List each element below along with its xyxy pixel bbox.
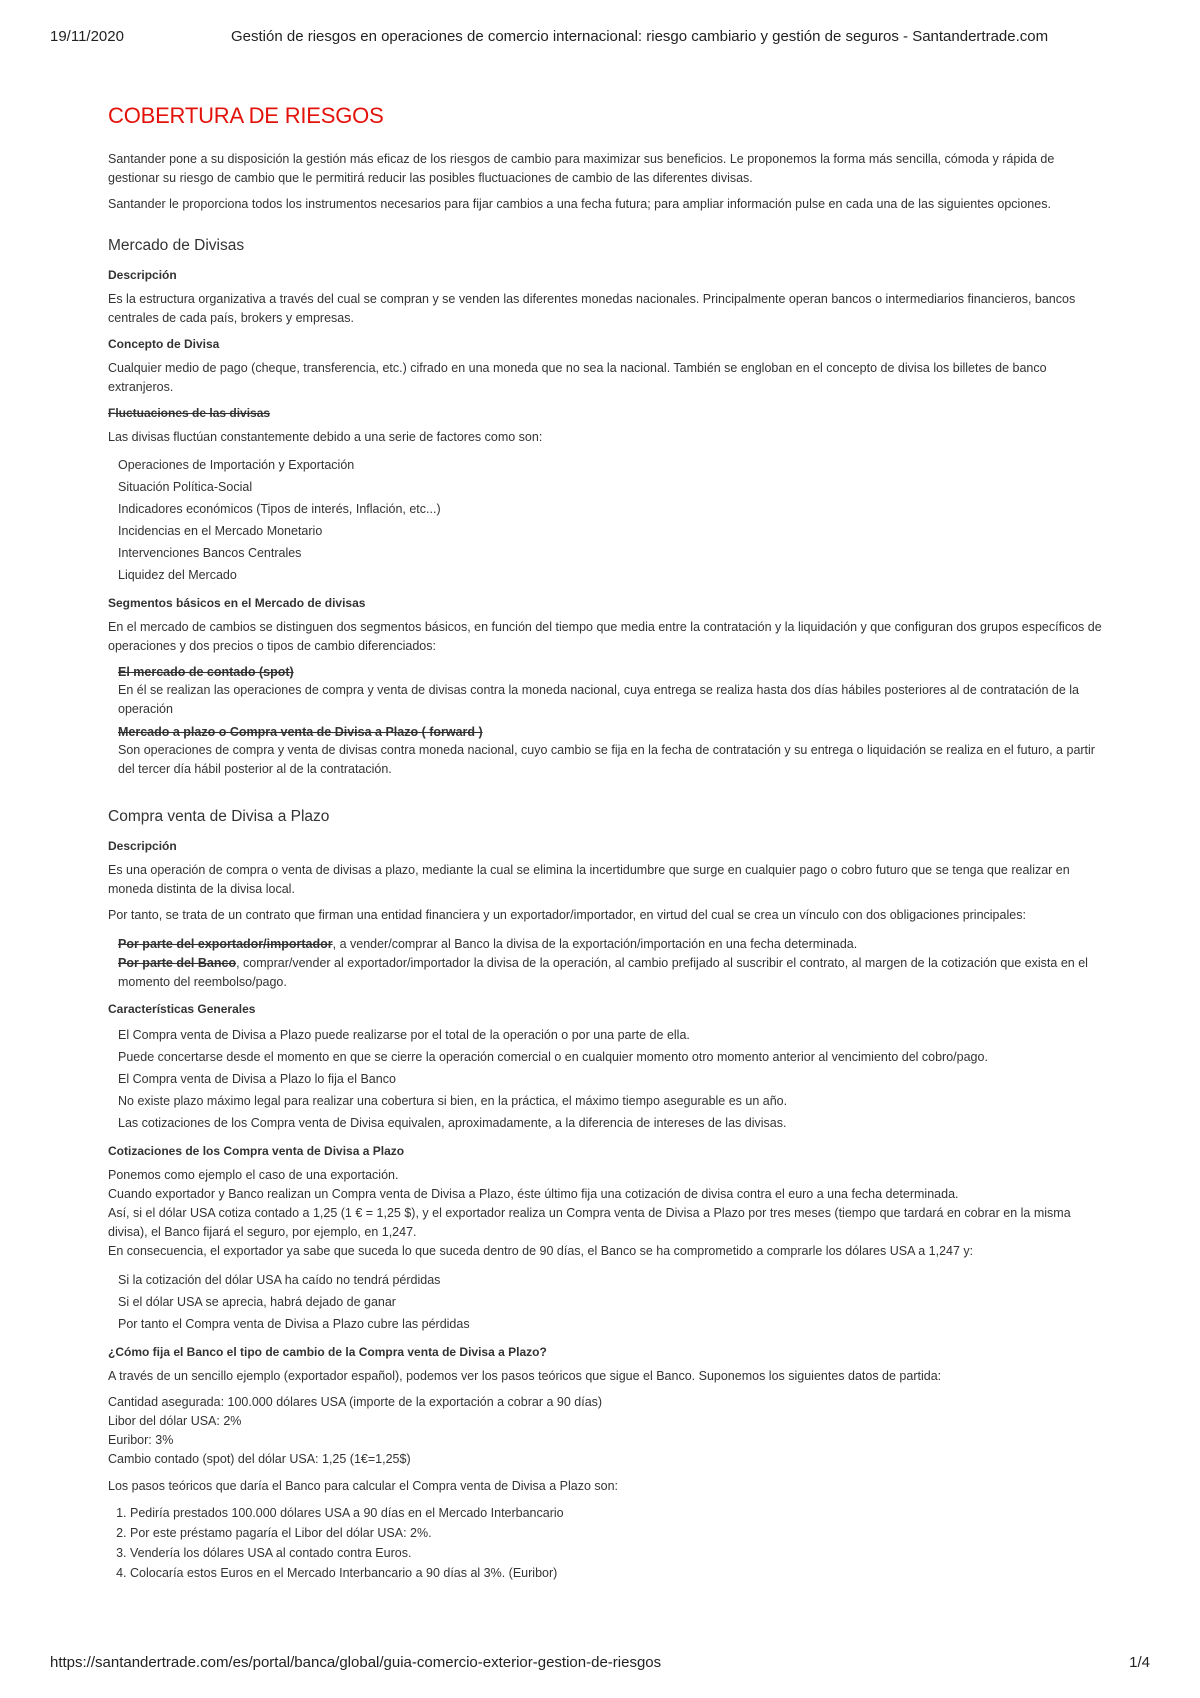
paragraph: En el mercado de cambios se distinguen dos segmentos básicos, en función del tiempo que media entre la contratación y la liquidación y que configuran dos grupos específicos de operaciones y dos precios o tipos de cambio diferenciados: (108, 620, 1102, 653)
paragraph: Es una operación de compra o venta de divisas a plazo, mediante la cual se elimina la incertidumbre que surge en cualquier pago o cobro futuro que se tenga que realizar en moneda distinta de la divisa local. (108, 863, 1070, 896)
factores-list (108, 454, 1108, 586)
obligation-exportador (118, 935, 1108, 954)
section-title-compraventa: Compra venta de Divisa a Plazo (108, 808, 330, 825)
page-number: 1/4 (1129, 1654, 1150, 1671)
definition-desc: En él se realizan las operaciones de compra y venta de divisas contra la moneda nacional, cuya entrega se realiza hasta dos días hábiles posteriores al de contratación de la operación (118, 683, 1079, 716)
paragraph: En consecuencia, el exportador ya sabe que suceda lo que suceda dentro de 90 días, el Banco se ha comprometido a comprarle los dólares USA a 1,247 y: (108, 1244, 974, 1258)
caracteristicas-list (108, 1024, 1108, 1134)
list-item: Incidencias en el Mercado Monetario (118, 524, 323, 538)
list-item: No existe plazo máximo legal para realizar una cobertura si bien, en la práctica, el máximo tiempo asegurable es un año. (118, 1094, 788, 1108)
section-title-mercado: Mercado de Divisas (108, 237, 245, 254)
list-item: Indicadores económicos (Tipos de interés, Inflación, etc...) (118, 502, 441, 516)
subheading: Cotizaciones de los Compra venta de Divisa a Plazo (108, 1144, 405, 1158)
list-item: Puede concertarse desde el momento en que se cierre la operación comercial o en cualquier momento otro momento anterior al vencimiento del cobro/pago. (118, 1050, 988, 1064)
article (108, 102, 1108, 1583)
obligation-term: Por parte del Banco (118, 956, 237, 970)
list-item: Operaciones de Importación y Exportación (118, 458, 355, 472)
paragraph: Cualquier medio de pago (cheque, transferencia, etc.) cifrado en una moneda que no sea la nacional. También se engloban en el concepto de divisa los billetes de banco extranjeros. (108, 361, 1047, 394)
obligation-text: , a vender/comprar al Banco la divisa de la exportación/importación en una fecha determinada. (332, 937, 858, 951)
page-title: COBERTURA DE RIESGOS (108, 103, 384, 128)
obligations (118, 935, 1108, 992)
list-item: Situación Política-Social (118, 480, 253, 494)
pasos-list (108, 1503, 1108, 1583)
paragraph: Cantidad asegurada: 100.000 dólares USA (importe de la exportación a cobrar a 90 días) (108, 1395, 603, 1409)
subheading: Descripción (108, 839, 177, 853)
obligation-banco (118, 954, 1108, 992)
segment-definitions (118, 663, 1108, 779)
list-item: Liquidez del Mercado (118, 568, 237, 582)
print-header (50, 28, 1150, 48)
subheading: Características Generales (108, 1002, 256, 1016)
obligation-term: Por parte del exportador/importador (118, 937, 333, 951)
subheading: Segmentos básicos en el Mercado de divisas (108, 596, 366, 610)
list-item: Por tanto el Compra venta de Divisa a Plazo cubre las pérdidas (118, 1317, 470, 1331)
print-date: 19/11/2020 (50, 28, 124, 45)
list-item: 1. Pediría prestados 100.000 dólares USA a 90 días en el Mercado Interbancario (130, 1503, 1108, 1523)
definition-term: Mercado a plazo o Compra venta de Divisa a Plazo ( forward ) (118, 725, 483, 739)
print-title: Gestión de riesgos en operaciones de comercio internacional: riesgo cambiario y gestión de seguros - Santandertrade.com (231, 28, 1049, 45)
list-item: El Compra venta de Divisa a Plazo lo fija el Banco (118, 1072, 396, 1086)
paragraph: Los pasos teóricos que daría el Banco para calcular el Compra venta de Divisa a Plazo son: (108, 1479, 619, 1493)
definition-desc: Son operaciones de compra y venta de divisas contra moneda nacional, cuyo cambio se fija en la fecha de contratación y su entrega o liquidación se realiza en el futuro, a partir del tercer día hábil posterior al de la contratación. (118, 743, 1095, 776)
list-item: Si la cotización del dólar USA ha caído no tendrá pérdidas (118, 1273, 441, 1287)
paragraph: Así, si el dólar USA cotiza contado a 1,25 (1 € = 1,25 $), y el exportador realiza un Compra venta de Divisa a Plazo por tres meses (tiempo que tardará en cobrar en la misma divisa), el Banco fijará el seguro, por ejemplo, en 1,247. (108, 1206, 1071, 1239)
subheading: Concepto de Divisa (108, 337, 220, 351)
list-item: Las cotizaciones de los Compra venta de Divisa equivalen, aproximadamente, a la diferencia de intereses de las divisas. (118, 1116, 787, 1130)
cotizaciones-block (108, 1166, 1108, 1261)
list-item: Si el dólar USA se aprecia, habrá dejado de ganar (118, 1295, 396, 1309)
paragraph: Ponemos como ejemplo el caso de una exportación. (108, 1168, 399, 1182)
paragraph: Libor del dólar USA: 2% (108, 1414, 242, 1428)
list-item: 2. Por este préstamo pagaría el Libor del dólar USA: 2%. (130, 1523, 1108, 1543)
subheading: Descripción (108, 268, 177, 282)
datos-block (108, 1393, 1108, 1469)
resultados-list (108, 1269, 1108, 1335)
print-url: https://santandertrade.com/es/portal/banca/global/guia-comercio-exterior-gestion-de-riesgos (50, 1654, 662, 1671)
paragraph: Las divisas fluctúan constantemente debido a una serie de factores como son: (108, 430, 543, 444)
subheading: Fluctuaciones de las divisas (108, 406, 271, 420)
intro-paragraph: Santander le proporciona todos los instrumentos necesarios para fijar cambios a una fecha futura; para ampliar información pulse en cada una de las siguientes opciones. (108, 197, 1051, 211)
paragraph: Euribor: 3% (108, 1433, 174, 1447)
obligation-text: , comprar/vender al exportador/importador la divisa de la operación, al cambio prefijado al suscribir el contrato, al margen de la cotización que exista en el momento del reembolso/pago. (118, 956, 1088, 989)
list-item: Intervenciones Bancos Centrales (118, 546, 302, 560)
paragraph: Cuando exportador y Banco realizan un Compra venta de Divisa a Plazo, éste último fija una cotización de divisa contra el euro a una fecha determinada. (108, 1187, 959, 1201)
paragraph: Es la estructura organizativa a través del cual se compran y se venden las diferentes monedas nacionales. Principalmente operan bancos o intermediarios financieros, bancos centrales de cada país, brokers y empresas. (108, 292, 1076, 325)
paragraph: Cambio contado (spot) del dólar USA: 1,25 (1€=1,25$) (108, 1452, 411, 1466)
intro-paragraph: Santander pone a su disposición la gestión más eficaz de los riesgos de cambio para maximizar sus beneficios. Le proponemos la forma más sencilla, cómoda y rápida de gestionar su riesgo de cambio que le permitirá reducir las posibles fluctuaciones de cambio de las diferentes divisas. (108, 152, 1055, 185)
subheading: ¿Cómo fija el Banco el tipo de cambio de la Compra venta de Divisa a Plazo? (108, 1345, 547, 1359)
paragraph: A través de un sencillo ejemplo (exportador español), podemos ver los pasos teóricos que sigue el Banco. Suponemos los siguientes datos de partida: (108, 1369, 942, 1383)
list-item: El Compra venta de Divisa a Plazo puede realizarse por el total de la operación o por una parte de ella. (118, 1028, 690, 1042)
paragraph: Por tanto, se trata de un contrato que firman una entidad financiera y un exportador/importador, en virtud del cual se crea un vínculo con dos obligaciones principales: (108, 908, 1026, 922)
list-item: 4. Colocaría estos Euros en el Mercado Interbancario a 90 días al 3%. (Euribor) (130, 1563, 1108, 1583)
definition-term: El mercado de contado (spot) (118, 665, 294, 679)
list-item: 3. Vendería los dólares USA al contado contra Euros. (130, 1543, 1108, 1563)
